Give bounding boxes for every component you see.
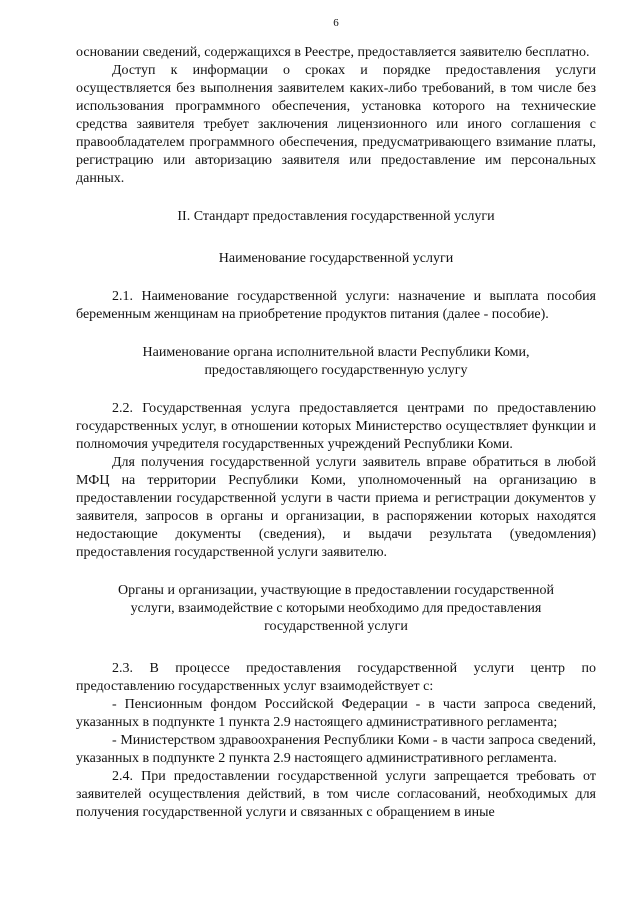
- paragraph-2-2: 2.2. Государственная услуга предоставляется центрами по предоставлению государственных услуг, в отношении которых Министерство осуществляет функции и полномочия учредителя государственных учреждений Республики Коми.: [76, 401, 596, 452]
- subheading-authority-line-2: предоставляющего государственную услугу: [204, 363, 468, 378]
- paragraph-2-3: 2.3. В процессе предоставления государственной услуги центр по предоставлению государственных услуг взаимодействует с:: [76, 661, 596, 694]
- subheading-service-name: Наименование государственной услуги: [218, 251, 454, 266]
- subheading-authority: [76, 344, 596, 380]
- subheading-organizations: [76, 582, 596, 636]
- list-item-health-ministry: - Министерством здравоохранения Республики Коми - в части запроса сведений, указанных в подпункте 2 пункта 2.9 настоящего административного регламента.: [76, 733, 596, 766]
- subheading-authority-line-1: Наименование органа исполнительной власти Республики Коми,: [142, 345, 530, 360]
- paragraph-continuation: основании сведений, содержащихся в Реестре, предоставляется заявителю бесплатно.: [76, 45, 590, 60]
- subheading-organizations-line-2: услуги, взаимодействие с которыми необходимо для предоставления: [130, 601, 542, 616]
- paragraph-2-1: 2.1. Наименование государственной услуги: назначение и выплата пособия беременным женщинам на приобретение продуктов питания (далее - пособие).: [76, 289, 596, 322]
- subheading-organizations-line-3: государственной услуги: [264, 619, 408, 634]
- page-number: 6: [333, 17, 339, 29]
- paragraph-mfc: Для получения государственной услуги заявитель вправе обратиться в любой МФЦ на территории Республики Коми, уполномоченный на организацию в предоставлении государственной услуги в части приема и регистрации документов у заявителя, запросов в органы и организации, в распоряжении которых находятся недостающие документы (сведения), и выдачи результата (уведомления) предоставления государственной услуги заявителю.: [76, 455, 596, 560]
- paragraph-2-4: 2.4. При предоставлении государственной услуги запрещается требовать от заявителей осуществления действий, в том числе согласований, необходимых для получения государственной услуги и связанных с обращением в иные: [76, 769, 596, 820]
- subheading-organizations-line-1: Органы и организации, участвующие в предоставлении государственной: [118, 583, 554, 598]
- section-heading-standard: II. Стандарт предоставления государственной услуги: [177, 209, 495, 224]
- list-item-pension-fund: - Пенсионным фондом Российской Федерации - в части запроса сведений, указанных в подпункте 1 пункта 2.9 настоящего административного регламента;: [76, 697, 596, 730]
- document-page: [76, 16, 596, 822]
- paragraph-access-info: Доступ к информации о сроках и порядке предоставления услуги осуществляется без выполнения заявителем каких-либо требований, в том числе без использования программного обеспечения, установка которого на технические средства заявителя требует заключения лицензионного или иного соглашения с правообладателем программного обеспечения, предусматривающего взимание платы, регистрацию или авторизацию заявителя или предоставление им персональных данных.: [76, 63, 596, 186]
